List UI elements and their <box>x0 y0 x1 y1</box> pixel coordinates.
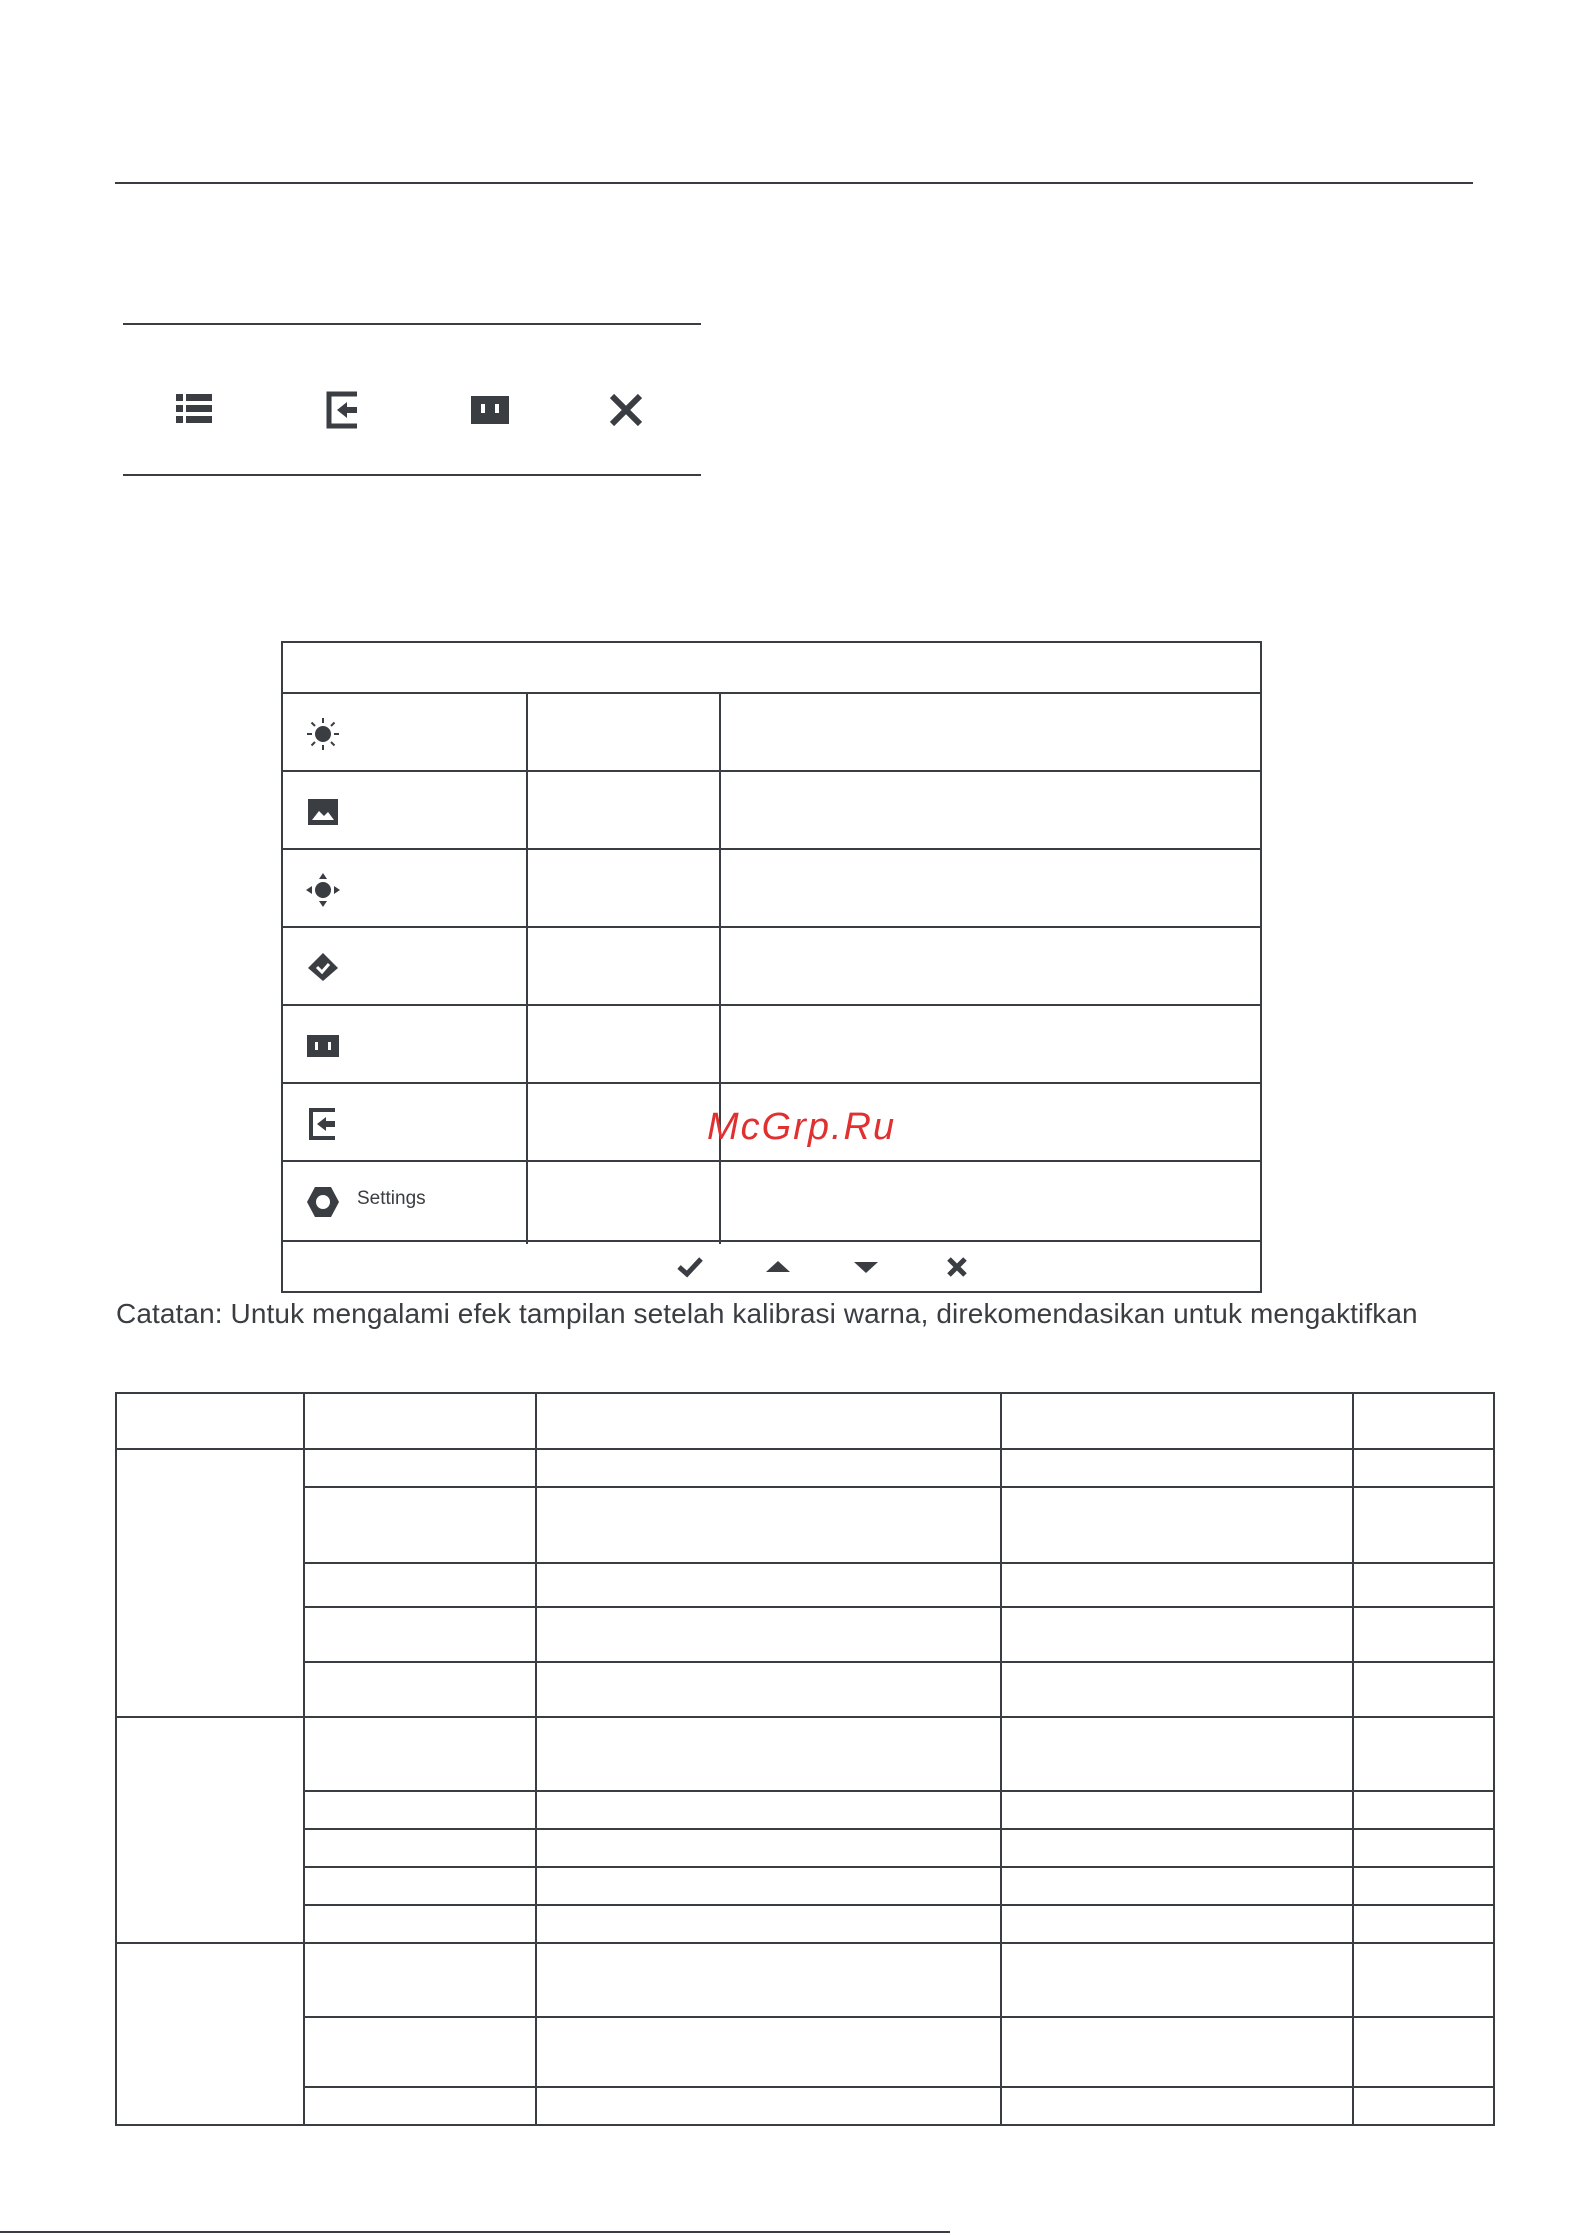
osd-item-position[interactable] <box>283 848 1260 926</box>
watermark-text: McGrp.Ru <box>707 1106 897 1148</box>
table-cell <box>1001 2087 1353 2125</box>
table-group-cell <box>116 1449 304 1717</box>
table-cell <box>304 1449 536 1487</box>
table-cell <box>1001 2017 1353 2087</box>
table-cell <box>1353 1867 1494 1905</box>
table-cell <box>116 1393 304 1449</box>
table-cell <box>1353 1662 1494 1717</box>
input-source-icon[interactable] <box>323 390 363 430</box>
osd-item-eye-care[interactable] <box>283 926 1260 1004</box>
top-rule <box>115 182 1473 184</box>
input-source-icon <box>305 1106 341 1142</box>
table-cell <box>1353 1449 1494 1487</box>
table-cell <box>536 1867 1001 1905</box>
table-cell <box>1353 1717 1494 1791</box>
table-row <box>116 1905 1494 1943</box>
table-group-cell <box>116 1717 304 1943</box>
toolbar-top-rule <box>123 323 701 325</box>
close-icon[interactable] <box>942 1252 972 1282</box>
table-cell <box>304 1829 536 1867</box>
table-row <box>116 1829 1494 1867</box>
table-cell <box>1001 1607 1353 1662</box>
close-icon[interactable] <box>606 390 646 430</box>
table-cell <box>304 1563 536 1607</box>
table-cell <box>536 1717 1001 1791</box>
table-cell <box>1001 1563 1353 1607</box>
table-cell <box>1001 1393 1353 1449</box>
osd-item-picture[interactable] <box>283 770 1260 848</box>
table-cell <box>304 1487 536 1563</box>
table-cell <box>304 1943 536 2017</box>
table-cell <box>1001 1449 1353 1487</box>
table-cell <box>1353 1393 1494 1449</box>
table-row <box>116 1867 1494 1905</box>
table-cell <box>1353 2017 1494 2087</box>
table-cell <box>536 1607 1001 1662</box>
menu-list-icon[interactable] <box>174 390 214 430</box>
mode-icon[interactable] <box>470 390 510 430</box>
table-cell <box>536 1829 1001 1867</box>
table-cell <box>1353 1829 1494 1867</box>
table-row <box>116 1717 1494 1791</box>
settings-icon <box>305 1184 341 1220</box>
table-cell <box>1001 1905 1353 1943</box>
table-row <box>116 1662 1494 1717</box>
table-cell <box>536 1449 1001 1487</box>
table-cell <box>1001 1487 1353 1563</box>
table-cell <box>1001 1943 1353 2017</box>
table-cell <box>1001 1867 1353 1905</box>
osd-item-settings[interactable] <box>283 1160 1260 1238</box>
table-row <box>116 1487 1494 1563</box>
table-cell <box>1001 1791 1353 1829</box>
mode-icon <box>305 1028 341 1064</box>
table-cell <box>1353 1905 1494 1943</box>
table-cell <box>304 1867 536 1905</box>
table-cell <box>304 2017 536 2087</box>
note-text: Catatan: Untuk mengalami efek tampilan setelah kalibrasi warna, direkomendasikan untuk mengaktifkan <box>116 1298 1418 1329</box>
table-cell <box>536 2087 1001 2125</box>
table-cell <box>304 1791 536 1829</box>
table-cell <box>1001 1717 1353 1791</box>
table-cell <box>1353 2087 1494 2125</box>
eye-care-icon <box>305 950 341 986</box>
table-cell <box>1353 1563 1494 1607</box>
down-arrow-icon[interactable] <box>851 1252 881 1282</box>
table-group-cell <box>116 1943 304 2125</box>
table-cell <box>536 1563 1001 1607</box>
table-cell <box>304 1662 536 1717</box>
check-icon[interactable] <box>675 1252 705 1282</box>
table-row <box>116 1563 1494 1607</box>
table-cell <box>304 1717 536 1791</box>
table-cell <box>1353 1791 1494 1829</box>
table-cell <box>536 1791 1001 1829</box>
osd-nav-bar <box>283 1240 1260 1291</box>
table-row <box>116 1791 1494 1829</box>
table-cell <box>1001 1829 1353 1867</box>
table-cell <box>536 1487 1001 1563</box>
bottom-rule <box>0 2231 950 2233</box>
table-row <box>116 2087 1494 2125</box>
toolbar-bottom-rule <box>123 474 701 476</box>
osd-item-label: Settings <box>357 1188 426 1209</box>
picture-icon <box>305 794 341 830</box>
table-cell <box>1353 1607 1494 1662</box>
osd-item-brightness[interactable] <box>283 692 1260 770</box>
table-cell <box>304 2087 536 2125</box>
table-header-row <box>116 1393 1494 1449</box>
table-row <box>116 2017 1494 2087</box>
table-cell <box>536 2017 1001 2087</box>
table-cell <box>1001 1662 1353 1717</box>
position-icon <box>305 872 341 908</box>
table-cell <box>536 1662 1001 1717</box>
table-cell <box>536 1943 1001 2017</box>
table-row <box>116 1449 1494 1487</box>
settings-table <box>115 1392 1495 2126</box>
table-row <box>116 1943 1494 2017</box>
table-cell <box>304 1607 536 1662</box>
table-cell <box>304 1393 536 1449</box>
table-cell <box>536 1905 1001 1943</box>
table-cell <box>1353 1943 1494 2017</box>
up-arrow-icon[interactable] <box>763 1252 793 1282</box>
osd-menu <box>281 641 1262 1293</box>
table-cell <box>536 1393 1001 1449</box>
brightness-icon <box>305 716 341 752</box>
table-cell <box>1353 1487 1494 1563</box>
table-cell <box>304 1905 536 1943</box>
table-row <box>116 1607 1494 1662</box>
osd-item-mode[interactable] <box>283 1004 1260 1082</box>
